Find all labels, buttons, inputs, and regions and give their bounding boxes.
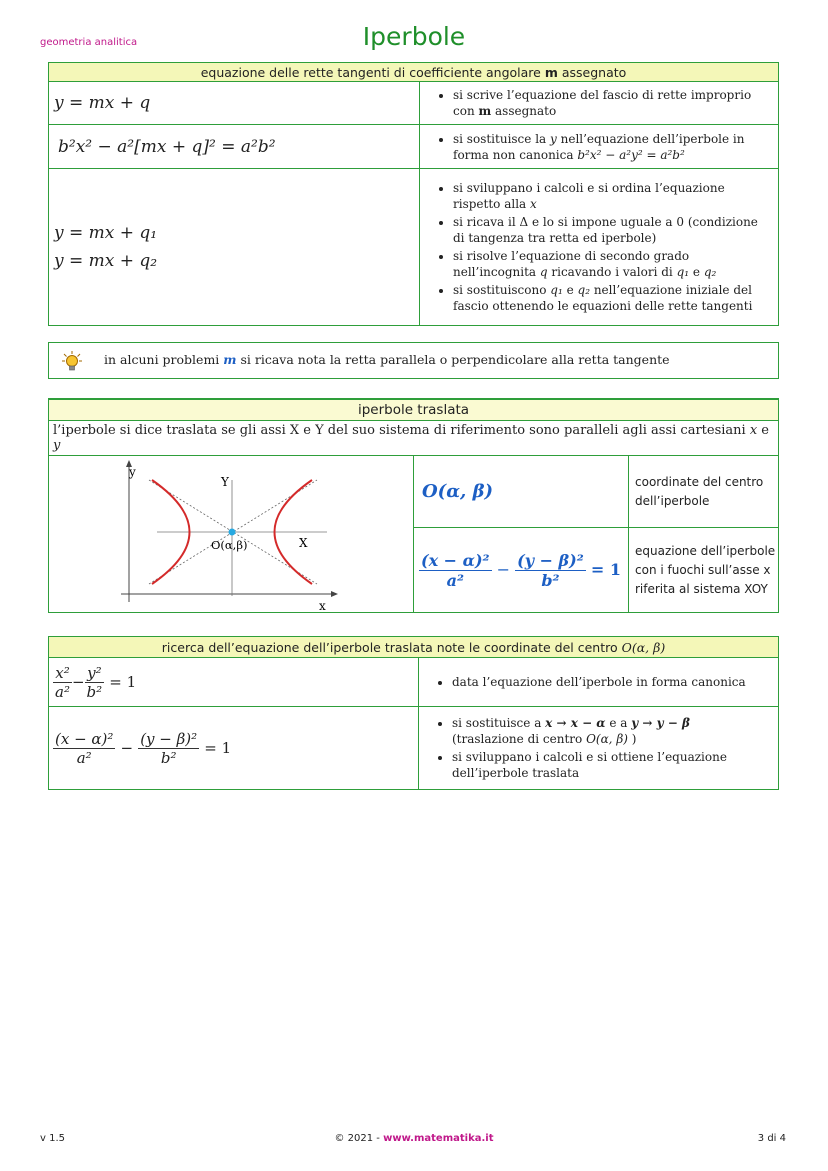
- step-tangent-solve: [420, 169, 779, 326]
- label-X: X: [299, 536, 308, 550]
- translated-hyperbola-heading: iperbole traslata: [49, 399, 779, 421]
- x-axis-arrow-icon: [331, 591, 338, 597]
- formula-line-family: y = mx + q: [49, 82, 420, 125]
- center-description: coordinate del centro dell’iperbole: [629, 456, 779, 528]
- formula-substitution: b²x² − a²[mx + q]² = a²b²: [49, 125, 420, 169]
- list-item: • data l’equazione dell’iperbole in forma canonica: [452, 674, 771, 690]
- tangent-lines-heading: equazione delle rette tangenti di coefficiente angolare m assegnato: [49, 63, 779, 82]
- translated-hyperbola-intro: l’iperbole si dice traslata se gli assi X e Y del suo sistema di riferimento sono paralleli agli assi cartesiani x e y: [49, 421, 779, 456]
- label-center: O(α,β): [211, 538, 248, 552]
- list-item: • si scrive l’equazione del fascio di rette improprio con m assegnato: [453, 87, 771, 119]
- step-canonical: [419, 658, 779, 707]
- page-title: Iperbole: [362, 22, 466, 51]
- formula-canonical: $\frac{\text{x²}}{\text{a²}}$ − $\frac{\text{y²}}{\text{b²}}$ = 1: [49, 658, 419, 707]
- topic-label: geometria analitica: [40, 37, 138, 48]
- tangent-lines-table: [48, 62, 779, 326]
- list-item: • si sviluppano i calcoli e si ordina l’equazione rispetto alla x: [453, 180, 771, 212]
- list-item: • si sviluppano i calcoli e si ottiene l’equazione dell’iperbole traslata: [452, 749, 771, 781]
- label-x: x: [319, 599, 326, 612]
- copyright: © 2021 - www.matematika.it: [334, 1133, 494, 1144]
- hyperbola-graph-cell: [49, 456, 414, 613]
- center-point: [229, 529, 236, 536]
- tip-text: in alcuni problemi m si ricava nota la retta parallela o perpendicolare alla retta tangente: [104, 352, 670, 367]
- list-item: • si ricava il Δ e lo si impone uguale a 0 (condizione di tangenza tra retta ed iperbole): [453, 214, 771, 246]
- step-line-family: [420, 82, 779, 125]
- list-item: • si risolve l’equazione di secondo grado nell’incognita q ricavando i valori di q₁ e q₂: [453, 248, 771, 280]
- list-item: • si sostituisce a x → x − α e a y → y − β (traslazione di centro O(α, β) ): [452, 715, 771, 747]
- center-formula: O(α, β): [414, 456, 629, 528]
- translated-equation: $\frac{\text{(x − α)²}}{\text{a²}}$ − $\frac{\text{(y − β)²}}{\text{b²}}$ = 1: [414, 528, 629, 613]
- version-label: v 1.5: [40, 1133, 65, 1144]
- page-number: 3 di 4: [757, 1133, 786, 1144]
- tip-box: [48, 342, 779, 379]
- list-item: • si sostituiscono q₁ e q₂ nell’equazione iniziale del fascio ottenendo le equazioni delle rette tangenti: [453, 282, 771, 314]
- hyperbola-graph: [49, 456, 413, 612]
- formula-tangent-lines: y = mx + q₁ y = mx + q₂: [49, 169, 420, 326]
- list-item: • si sostituisce la y nell’equazione dell’iperbole in forma non canonica b²x² − a²y² = a²b²: [453, 131, 771, 163]
- label-Y: Y: [221, 475, 229, 489]
- formula-translated: $\frac{\text{(x − α)²}}{\text{a²}}$ − $\frac{\text{(y − β)²}}{\text{b²}}$ = 1: [49, 707, 419, 790]
- lightbulb-icon: [61, 350, 83, 372]
- equation-description: equazione dell’iperbole con i fuochi sull’asse x riferita al sistema XOY: [629, 528, 779, 613]
- translated-equation-search-table: [48, 636, 779, 790]
- translated-hyperbola-table: [48, 398, 779, 613]
- label-y: y: [129, 465, 136, 479]
- site-link[interactable]: www.matematika.it: [383, 1133, 494, 1144]
- step-translation: [419, 707, 779, 790]
- step-substitution: [420, 125, 779, 169]
- search-heading: ricerca dell’equazione dell’iperbole traslata note le coordinate del centro O(α, β): [49, 637, 779, 658]
